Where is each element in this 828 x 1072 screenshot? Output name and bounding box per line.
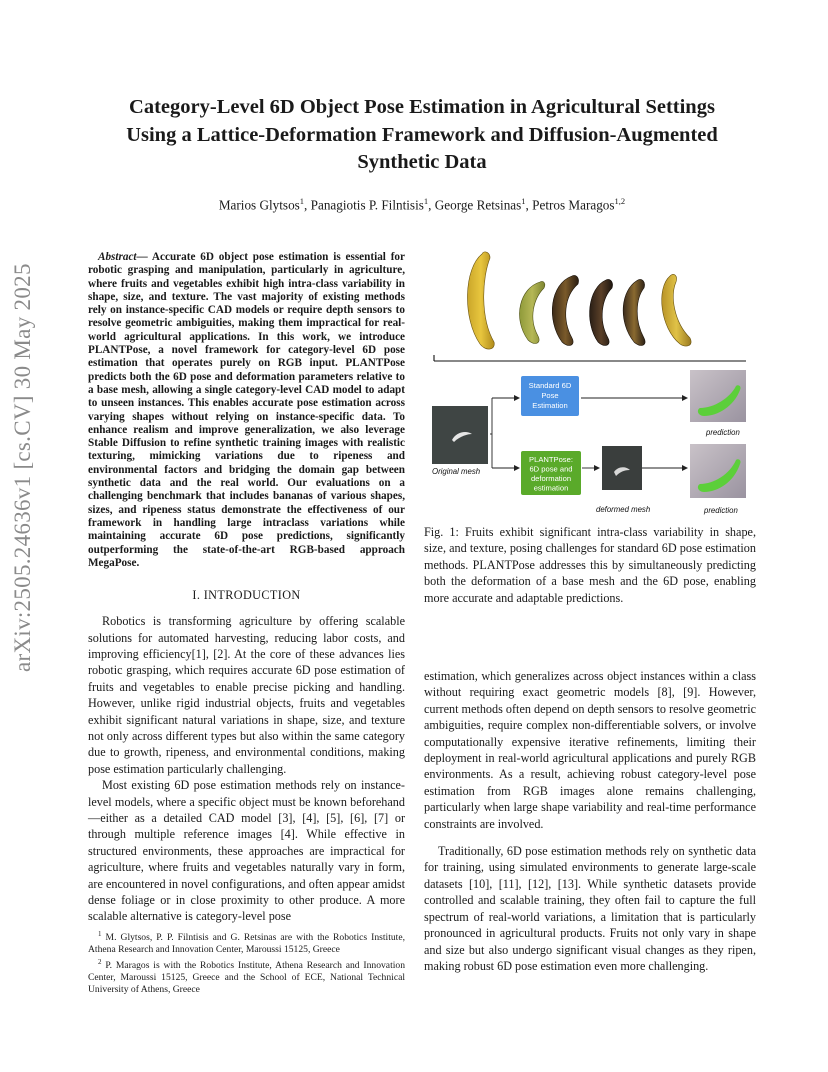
author-list: Marios Glytsos$^1$, Panagiotis P. Filntisis$^1$, George Retsinas$^1$, Petros Maragos$^{1,2}$ — [218, 196, 626, 213]
body-paragraph: Robotics is transforming agriculture by offering scalable solutions for automated harvesting, reducing labor costs, and improving efficiency[1], [2]. At the core of these advances lies robotic grasping, which requires accurate 6D pose estimation of fruits and vegetables to enable precise picking and handling. However, unlike rigid industrial objects, fruits and vegetables exhibit significant natural variations in shape, size, and texture not only across different types but also within the same category due to growth, ripeness, and environmental conditions, making pose estimation particularly challenging. — [88, 614, 405, 776]
abstract-text: — Accurate 6D object pose estimation is essential for robotic grasping and manipulation, particularly in agriculture, where fruits and vegetables exhibit high intra-class variability in shape, size, and texture. The vast majority of existing methods rely on instance-specific CAD models or require depth sensors to resolve geometric ambiguities, making them impractical for real-world agricultural applications. In this work, we introduce PLANTPose, a novel framework for category-level 6D pose estimation that operates purely on RGB input. PLANTPose predicts both the 6D pose and deformation parameters relative to a base mesh, allowing a single category-level CAD model to adapt to unseen instances. This enables accurate pose estimation across varying shapes without relying on instance-specific data. To enhance realism and improve generalization, we also leverage Stable Diffusion to refine synthetic training images with realistic texturing, mimicking variations due to ripeness and environmental factors and bridging the domain gap between synthetic data and the real world. Our evaluations on a challenging benchmark that includes bananas of various shapes, sizes, and ripeness status demonstrate the effectiveness of our framework in handling large intraclass variations while maintaining accurate 6D pose predictions, significantly outperforming the state-of-the-art RGB-based approach MegaPose. — [88, 251, 405, 569]
section-heading: I. INTRODUCTION — [192, 588, 301, 603]
banana-photo-row — [467, 252, 691, 349]
footnote-mark: 2 — [98, 958, 102, 967]
banana-1 — [467, 252, 494, 349]
plantpose-box — [521, 451, 581, 495]
original-mesh-label: Original mesh — [432, 467, 481, 476]
body-paragraph: Most existing 6D pose estimation methods rely on instance-level models, where a specific object must be known beforehand—either as a detailed CAD model [3], [4], [5], [6], [7] or through multiple reference images [4]. While effective in structured environments, these approaches are impractical for agriculture, where fruits and vegetables naturally vary in form, are encountered in novel configurations, and often appear amidst dense foliage or in close proximity to other produce. A more scalable alternative is category-level pose — [88, 778, 405, 924]
prediction-label: prediction — [704, 506, 738, 515]
figure-1 — [424, 248, 756, 516]
paper-title — [80, 94, 764, 177]
figure-caption: Fig. 1: Fruits exhibit significant intra-class variability in shape, size, and texture, posing challenges for standard 6D pose estimation methods. PLANTPose addresses this by simultaneously predicting both the deformation of a base mesh and the 6D pose, enabling more accurate and adaptable predictions. — [424, 525, 756, 605]
right-column — [424, 668, 756, 974]
svg-text:Estimation: Estimation — [532, 401, 568, 410]
author-affiliation: 1,2 — [614, 196, 626, 206]
banana-5 — [623, 279, 645, 345]
original-mesh-panel — [432, 406, 488, 476]
banana-3 — [552, 275, 578, 345]
author-affiliation: 1 — [521, 196, 526, 206]
flow-arrows — [490, 398, 682, 468]
svg-text:Standard 6D: Standard 6D — [528, 381, 572, 390]
author-affiliation: 1 — [423, 196, 429, 206]
title-line: Using a Lattice-Deformation Framework and Diffusion-Augmented — [126, 123, 718, 146]
abstract-label: Abstract — [98, 251, 137, 263]
arxiv-identifier: arXiv:2505.24636v1 [cs.CV] 30 May 2025 — [10, 263, 35, 672]
author-name: Marios Glytsos — [218, 197, 300, 213]
prediction-top-panel — [690, 370, 746, 437]
standard-pose-box — [521, 376, 579, 416]
banana-4 — [590, 279, 613, 345]
title-line: Synthetic Data — [357, 151, 487, 173]
svg-text:PLANTPose:: PLANTPose: — [529, 455, 573, 464]
left-column — [88, 251, 405, 925]
abstract — [88, 251, 405, 570]
svg-text:deformation: deformation — [530, 474, 572, 483]
footnote: $^2$ P. Maragos is with the Robotics Institute, Athena Research and Innovation Center, Maroussi 15125, Greece and the School of ECE, National Technical University of Athens, Greece — [88, 958, 405, 996]
svg-text:estimation: estimation — [533, 483, 569, 493]
footnote-mark: 1 — [98, 930, 102, 938]
deformed-mesh-label: deformed mesh — [596, 505, 651, 514]
svg-text:Pose: Pose — [541, 391, 559, 400]
footnote: $^1$ M. Glytsos, P. P. Filntisis and G. Retsinas are with the Robotics Institute, Athena Research and Innovation Center, Maroussi 15125, Greece — [88, 930, 406, 956]
author-name: George Retsinas — [434, 197, 522, 213]
banana-6 — [662, 274, 691, 346]
title-line: Category-Level 6D Object Pose Estimation in Agricultural Settings — [129, 96, 715, 118]
body-paragraph: Traditionally, 6D pose estimation methods rely on synthetic data for training, using simulated environments to generate large-scale datasets [10], [11], [12], [13]. While synthetic datasets provide controlled and scalable training, they often fail to capture the full spectrum of real-world variations, a limitation that is particularly pronounced in agricultural products. Fruits not only vary in shape and size but also undergo significant visual changes as they ripen, making robust 6D pose estimation even more challenging. — [424, 844, 756, 973]
author-name: Petros Maragos — [532, 197, 615, 213]
author-affiliation: 1 — [299, 196, 305, 206]
body-paragraph: estimation, which generalizes across object instances within a class without requiring exact geometric models [8], [9]. However, current methods often depend on depth sensors to resolve geometric ambiguities, require complex non-differentiable solvers, or involve computationally expensive iterative refinements, limiting their deployment in real-world agricultural applications and purely RGB environments. As a result, achieving robust category-level pose estimation from RGB images alone remains challenging, particularly when large shape variability and real-time performance constraints are involved. — [424, 669, 757, 831]
footnotes — [88, 928, 405, 996]
author-name: Panagiotis P. Filntisis — [310, 197, 424, 213]
svg-text:6D pose and: 6D pose and — [529, 464, 573, 474]
deformed-mesh-panel — [596, 446, 650, 514]
prediction-label: prediction — [706, 428, 740, 437]
prediction-bottom-panel — [690, 444, 746, 515]
banana-2 — [519, 281, 544, 343]
